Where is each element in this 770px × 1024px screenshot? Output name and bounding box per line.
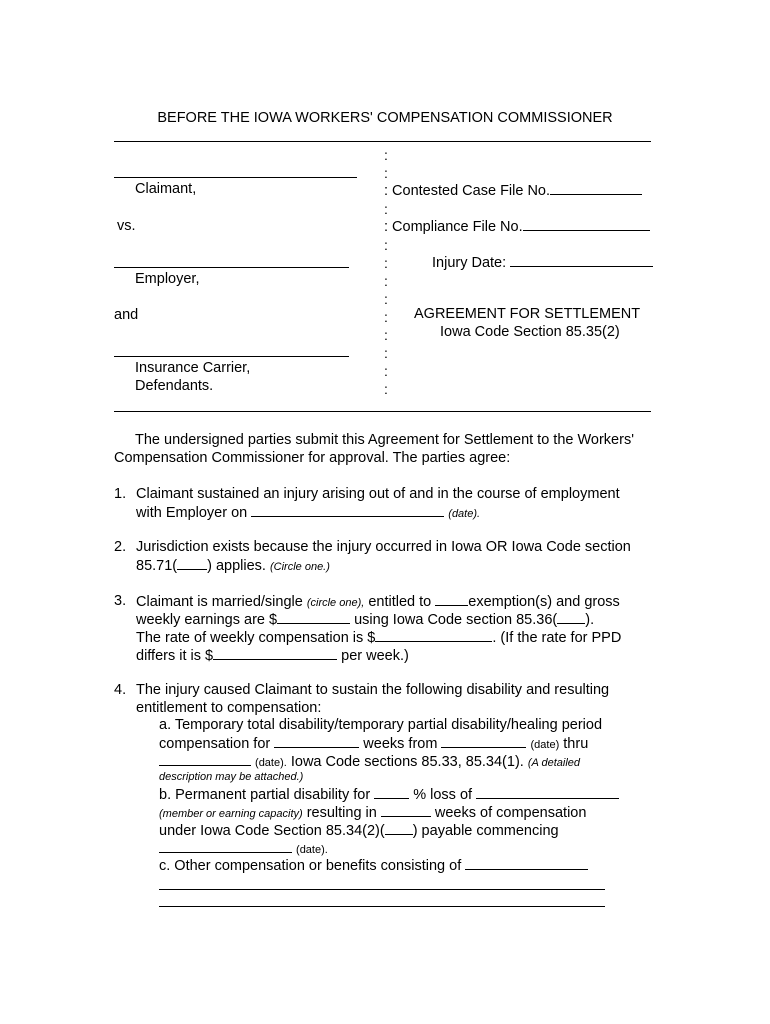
defendants-label: Defendants. <box>135 378 214 394</box>
colon: : <box>384 381 388 397</box>
code-section: Iowa Code Section 85.35(2) <box>440 324 620 340</box>
section-85-36-blank[interactable] <box>557 611 585 624</box>
item-4b-text: under Iowa Code Section 85.34(2)( <box>159 823 385 839</box>
colon: : <box>384 345 388 361</box>
item-number: 1. <box>114 486 127 502</box>
member-hint: (member or earning capacity) <box>159 808 303 820</box>
item-1-text: with Employer on <box>136 505 248 521</box>
item-4b-text: weeks of compensation <box>434 805 587 821</box>
item-4a-line-2 <box>159 735 588 753</box>
date-hint: (date). <box>448 508 481 520</box>
item-4b-line-3 <box>159 822 559 840</box>
item-4a-line-3 <box>159 753 580 771</box>
caption-bottom-rule <box>114 411 651 412</box>
item-4a-text: compensation for <box>159 736 271 752</box>
other-benefits-blank[interactable] <box>465 857 588 870</box>
item-3-text: Claimant is married/single <box>136 594 303 610</box>
item-2-line-1: Jurisdiction exists because the injury occurred in Iowa OR Iowa Code section <box>136 539 631 555</box>
item-4b-text: % loss of <box>413 787 473 803</box>
compliance-blank[interactable] <box>523 218 650 231</box>
detailed-hint: (A detailed <box>527 757 581 769</box>
item-4b-line-2 <box>159 804 586 822</box>
intro-line-1: The undersigned parties submit this Agreement for Settlement to the Workers' <box>135 432 634 448</box>
item-3-text: differs it is $ <box>136 648 214 664</box>
item-4a-line-4: description may be attached.) <box>159 771 304 783</box>
item-4c-line-1 <box>159 857 588 875</box>
item-number: 3. <box>114 593 127 609</box>
other-benefits-line-3[interactable] <box>159 906 605 907</box>
section-85-71-blank[interactable] <box>177 557 207 570</box>
colon: : <box>384 273 388 289</box>
gross-earnings-blank[interactable] <box>277 611 350 624</box>
compliance-label: : Compliance File No. <box>384 219 523 235</box>
agreement-title: AGREEMENT FOR SETTLEMENT <box>414 306 641 322</box>
item-4a-line-1: a. Temporary total disability/temporary partial disability/healing period <box>159 717 603 733</box>
item-3-text: exemption(s) and gross <box>468 594 620 610</box>
colon: : <box>384 327 388 343</box>
item-2-text: 85.71( <box>136 558 178 574</box>
exemptions-blank[interactable] <box>435 593 468 606</box>
item-4a-text: weeks from <box>363 736 438 752</box>
ppd-weeks-blank[interactable] <box>381 804 431 817</box>
colon: : <box>384 255 388 271</box>
ttd-from-date-blank[interactable] <box>441 735 526 748</box>
item-4b-text: b. Permanent partial disability for <box>159 787 371 803</box>
item-3-line-2 <box>136 611 594 629</box>
contested-case-field[interactable] <box>384 182 642 200</box>
injury-date-blank[interactable] <box>510 254 653 267</box>
colon: : <box>384 291 388 307</box>
item-4c-text: c. Other compensation or benefits consisting of <box>159 858 462 874</box>
item-1-line-1: Claimant sustained an injury arising out of and in the course of employment <box>136 486 620 502</box>
circle-one-hint: (circle one), <box>306 597 365 609</box>
item-1-line-2 <box>136 504 480 522</box>
item-3-text: . (If the rate for PPD <box>492 630 622 646</box>
date-hint: (date). <box>255 757 287 769</box>
ppd-commencing-date-blank[interactable] <box>159 840 292 853</box>
item-4a-text: thru <box>563 736 589 752</box>
date-hint: (date). <box>296 844 328 856</box>
item-4-line-2: entitlement to compensation: <box>136 700 322 716</box>
item-3-text: per week.) <box>341 648 409 664</box>
colon: : <box>384 309 388 325</box>
intro-line-2: Compensation Commissioner for approval. The parties agree: <box>114 450 511 466</box>
colon: : <box>384 237 388 253</box>
injury-employment-date-blank[interactable] <box>251 504 444 517</box>
and-label: and <box>114 307 139 323</box>
item-number: 4. <box>114 682 127 698</box>
contested-case-label: : Contested Case File No. <box>384 183 551 199</box>
item-4a-text: Iowa Code sections 85.33, 85.34(1). <box>290 754 524 770</box>
carrier-name-line[interactable] <box>114 356 349 357</box>
claimant-name-line[interactable] <box>114 177 357 178</box>
vs-label: vs. <box>117 218 136 234</box>
ttd-weeks-blank[interactable] <box>274 735 359 748</box>
injury-date-label: Injury Date: <box>432 255 507 271</box>
item-number: 2. <box>114 539 127 555</box>
colon: : <box>384 165 388 181</box>
item-2-text: ) applies. <box>207 558 266 574</box>
item-3-line-4 <box>136 647 409 665</box>
colon: : <box>384 201 388 217</box>
date-hint: (date) <box>530 739 560 751</box>
item-4b-text: ) payable commencing <box>412 823 559 839</box>
item-3-line-3 <box>136 629 621 647</box>
compliance-field[interactable] <box>384 218 650 236</box>
item-3-text: using Iowa Code section 85.36( <box>354 612 558 628</box>
ttd-thru-date-blank[interactable] <box>159 753 251 766</box>
employer-name-line[interactable] <box>114 267 349 268</box>
colon: : <box>384 363 388 379</box>
item-3-line-1 <box>136 593 620 611</box>
claimant-label: Claimant, <box>135 181 197 197</box>
item-4b-text: resulting in <box>306 805 377 821</box>
item-3-text: The rate of weekly compensation is $ <box>136 630 376 646</box>
item-3-text: weekly earnings are $ <box>136 612 278 628</box>
other-benefits-line-2[interactable] <box>159 889 605 890</box>
title-rule <box>114 141 651 142</box>
circle-one-hint: (Circle one.) <box>270 561 330 573</box>
item-4b-line-4 <box>159 840 328 858</box>
item-3-text: entitled to <box>368 594 432 610</box>
injury-date-field[interactable] <box>432 254 653 272</box>
colon: : <box>384 147 388 163</box>
item-4b-line-1 <box>159 786 619 804</box>
ppd-rate-blank[interactable] <box>213 647 337 660</box>
carrier-label: Insurance Carrier, <box>135 360 251 376</box>
weekly-rate-blank[interactable] <box>375 629 492 642</box>
ppd-percent-blank[interactable] <box>374 786 409 799</box>
page-title: BEFORE THE IOWA WORKERS' COMPENSATION COMMISSIONER <box>157 110 613 126</box>
employer-label: Employer, <box>135 271 200 287</box>
contested-case-blank[interactable] <box>550 182 642 195</box>
section-85-34-blank[interactable] <box>385 822 413 835</box>
item-4-line-1: The injury caused Claimant to sustain the following disability and resulting <box>136 682 610 698</box>
item-2-line-2 <box>136 557 330 575</box>
item-3-text: ). <box>585 612 595 628</box>
ppd-member-blank[interactable] <box>476 786 619 799</box>
